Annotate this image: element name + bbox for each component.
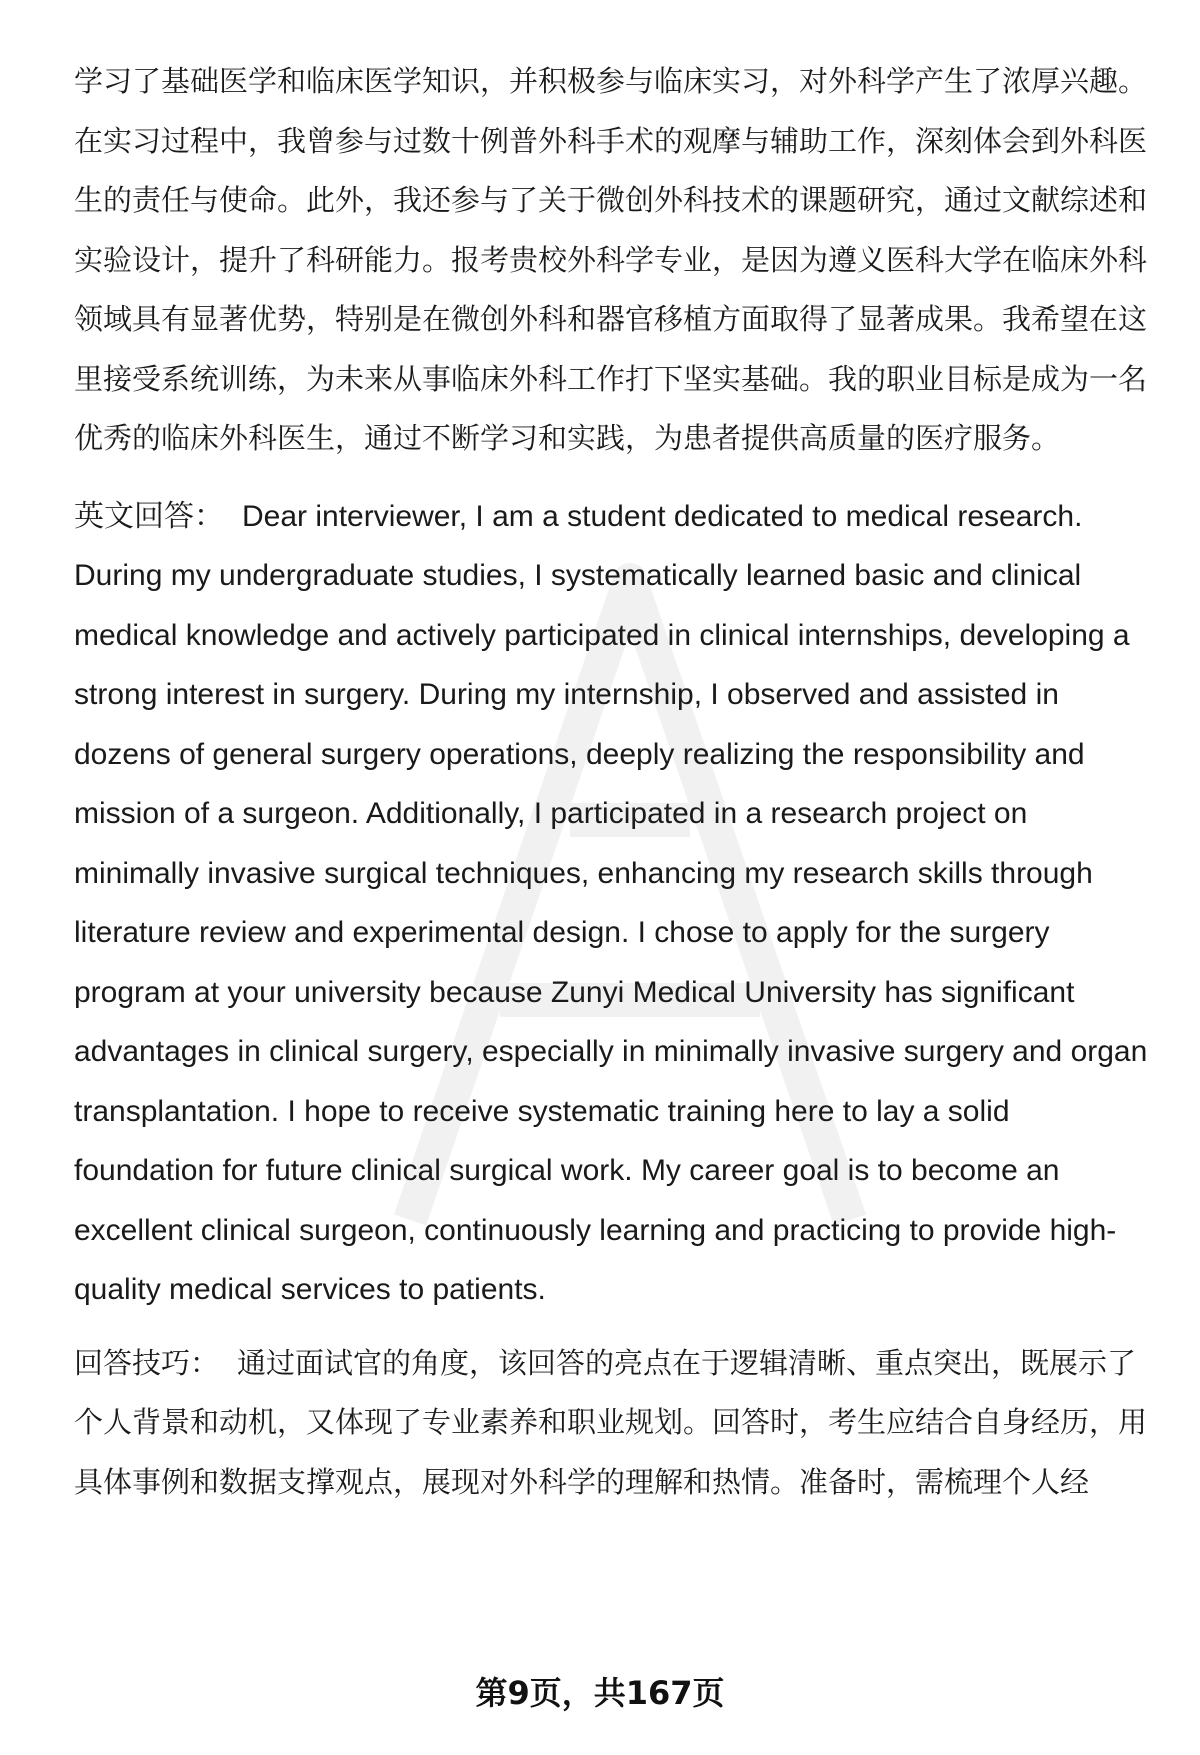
answer-tips-text: 通过面试官的角度，该回答的亮点在于逻辑清晰、重点突出，既展示了个人背景和动机，又体现了专业素养和职业规划。回答时，考生应结合自身经历，用具体事例和数据支撑观点，展现对外科学的理解和热情。准备时，需梳理个人经: [74, 1345, 1148, 1499]
english-answer-text: Dear interviewer, I am a student dedicated to medical research. During my undergraduate studies, I systematically learned basic and clinical medical knowledge and actively participated in clinical internships, developing a strong interest in surgery. During my internship, I observed and assisted in dozens of general surgery operations, deeply realizing the responsibility and mission of a surgeon. Additionally, I participated in a research project on minimally invasive surgical techniques, enhancing my research skills through literature review and experimental design. I chose to apply for the surgery program at your university because Zunyi Medical University has significant advantages in clinical surgery, especially in minimally invasive surgery and organ transplantation. I hope to receive systematic training here to lay a solid foundation for future clinical surgical work. My career goal is to become an excellent clinical surgeon, continuously learning and practicing to provide high-quality medical services to patients.: [74, 499, 1148, 1306]
page-indicator: 第9页，共167页: [475, 1674, 725, 1712]
english-answer-paragraph: [74, 487, 1154, 1320]
english-answer-label: 英文回答：: [74, 499, 224, 533]
answer-tips-paragraph: [74, 1334, 1154, 1513]
answer-tips-label: 回答技巧：: [74, 1345, 220, 1380]
answer-paragraph-chinese: 学习了基础医学和临床医学知识，并积极参与临床实习，对外科学产生了浓厚兴趣。在实习过程中，我曾参与过数十例普外科手术的观摩与辅助工作，深刻体会到外科医生的责任与使命。此外，我还参与了关于微创外科技术的课题研究，通过文献综述和实验设计，提升了科研能力。报考贵校外科学专业，是因为遵义医科大学在临床外科领域具有显著优势，特别是在微创外科和器官移植方面取得了显著成果。我希望在这里接受系统训练，为未来从事临床外科工作打下坚实基础。我的职业目标是成为一名优秀的临床外科医生，通过不断学习和实践，为患者提供高质量的医疗服务。: [74, 64, 1148, 455]
document-page: [74, 52, 1154, 1512]
